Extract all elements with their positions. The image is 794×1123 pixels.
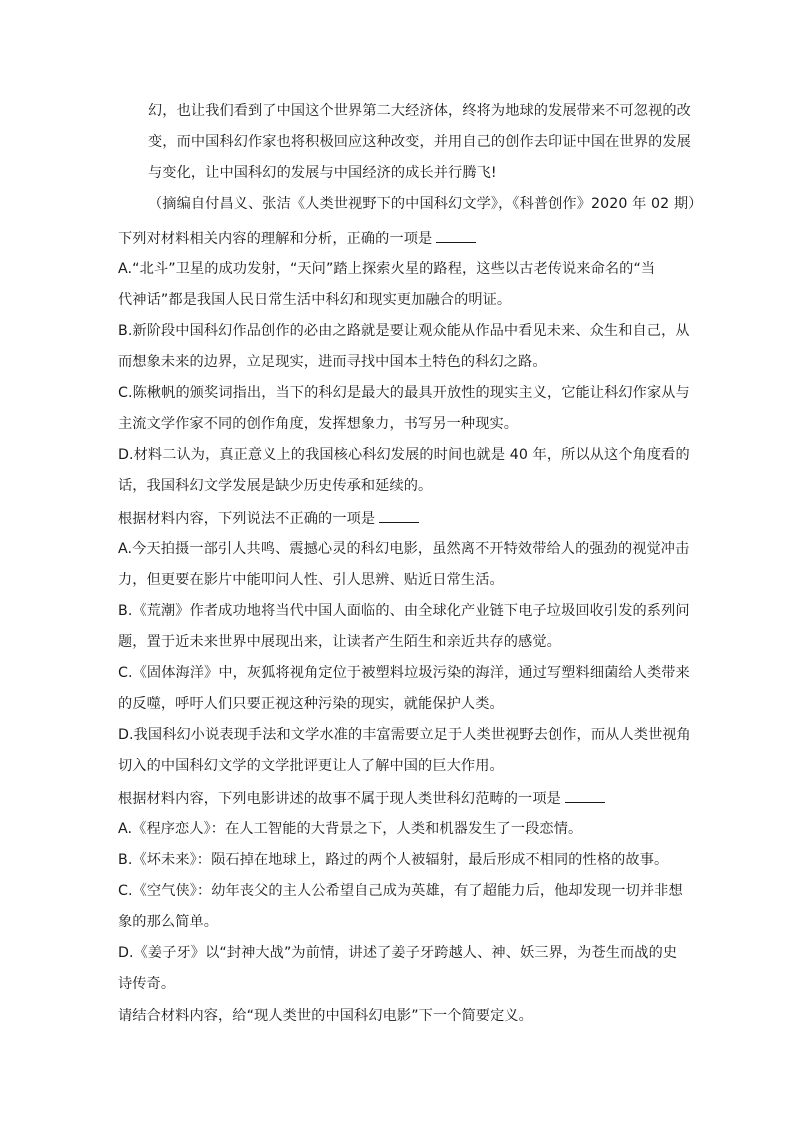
option-line: 主流文学作家不同的创作角度，发挥想象力，书写另一种现实。: [118, 416, 519, 432]
answer-blank: [436, 228, 476, 243]
option-line: 的反噬，呼吁人们只要正视这种污染的现实，就能保护人类。: [118, 696, 504, 712]
question-stem: 请结合材料内容，给“现人类世的中国科幻电影”下一个简要定义。: [118, 1008, 533, 1024]
question-stem: 根据材料内容，下列说法不正确的一项是: [118, 508, 419, 529]
option-line: D.《姜子牙》以“封神大战”为前情，讲述了姜子牙跨越人、神、妖三界，为苍生而战的史: [118, 945, 678, 961]
passage-source: （摘编自付昌义、张洁《人类世视野下的中国科幻文学》，《科普创作》2020 年 02 期）: [148, 196, 703, 212]
passage-line: 幻，也让我们看到了中国这个世界第二大经济体，终将为地球的发展带来不可忽视的改: [148, 103, 691, 119]
passage-line: 与变化，让中国科幻的发展与中国经济的成长并行腾飞!: [148, 165, 497, 181]
option-line: 代神话”都是我国人民日常生活中科幻和现实更加融合的明证。: [118, 292, 512, 308]
question-stem: 下列对材料相关内容的理解和分析，正确的一项是: [118, 228, 476, 249]
option-line: B.新阶段中国科幻作品创作的必由之路就是要让观众能从作品中看见未来、众生和自己，从: [118, 323, 690, 339]
option-line: D.我国科幻小说表现手法和文学水准的丰富需要立足于人类世视野去创作，而从人类世视角: [118, 727, 691, 743]
answer-blank: [379, 508, 419, 523]
option-line: B.《坏未来》：陨石掉在地球上，路过的两个人被辐射，最后形成不相同的性格的故事。: [118, 852, 669, 868]
option-line: A.《程序恋人》：在人工智能的大背景之下，人类和机器发生了一段恋情。: [118, 821, 583, 837]
answer-blank: [565, 788, 605, 803]
option-line: C.陈楸帆的颁奖词指出，当下的科幻是最大的最具开放性的现实主义，它能让科幻作家从与: [118, 385, 690, 401]
option-line: B.《荒潮》作者成功地将当代中国人面临的、由全球化产业链下电子垃圾回收引发的系列问: [118, 603, 690, 619]
option-line: A.“北斗”卫星的成功发射，“天问”踏上探索火星的路程，这些以古老传说来命名的“当: [118, 261, 656, 277]
option-line: 切入的中国科幻文学的文学批评更让人了解中国的巨大作用。: [118, 758, 504, 774]
option-line: D.材料二认为，真正意义上的我国核心科幻发展的时间也就是 40 年，所以从这个角度看的: [118, 447, 690, 463]
passage-line: 变，而中国科幻作家也将积极回应这种改变，并用自己的创作去印证中国在世界的发展: [148, 134, 691, 150]
option-line: A.今天拍摄一部引人共鸣、震撼心灵的科幻电影，虽然离不开特效带给人的强劲的视觉冲击: [118, 541, 690, 557]
option-line: 话，我国科幻文学发展是缺少历史传承和延续的。: [118, 478, 433, 494]
option-line: C.《固体海洋》中，灰狐将视角定位于被塑料垃圾污染的海洋，通过写塑料细菌给人类带来: [118, 665, 690, 681]
option-line: 而想象未来的边界，立足现实，进而寻找中国本土特色的科幻之路。: [118, 354, 547, 370]
question-stem: 根据材料内容，下列电影讲述的故事不属于现人类世科幻范畴的一项是: [118, 788, 605, 809]
option-line: 题，置于近未来世界中展现出来，让读者产生陌生和亲近共存的感觉。: [118, 634, 561, 650]
option-line: 诗传奇。: [118, 976, 176, 992]
option-line: C.《空气侠》：幼年丧父的主人公希望自己成为英雄，有了超能力后，他却发现一切并非想: [118, 883, 683, 899]
option-line: 象的那么简单。: [118, 914, 219, 930]
option-line: 力，但更要在影片中能叩问人性、引人思辨、贴近日常生活。: [118, 572, 504, 588]
